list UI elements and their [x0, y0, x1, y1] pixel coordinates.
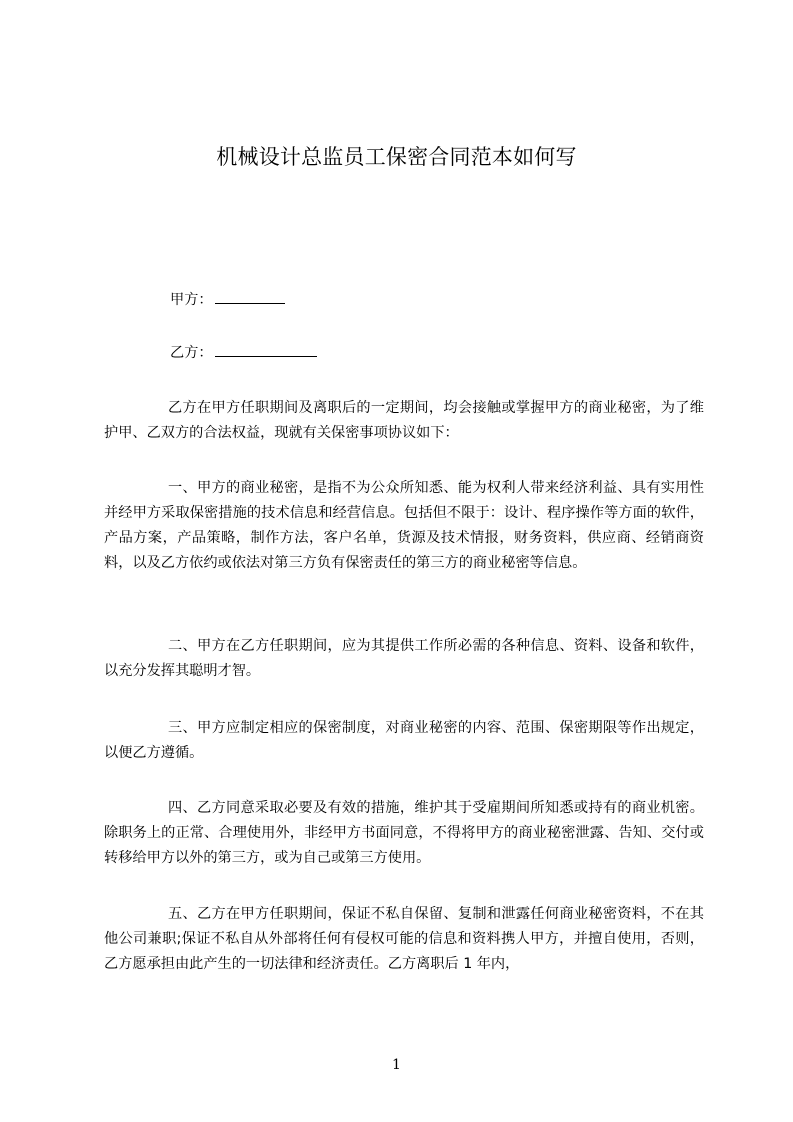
- party-a-field: [170, 289, 285, 311]
- paragraph-intro: 乙方在甲方任职期间及离职后的一定期间，均会接触或掌握甲方的商业秘密，为了维护甲、乙双方的合法权益，现就有关保密事项协议如下：: [104, 400, 704, 441]
- party-a-label: 甲方：: [170, 292, 213, 308]
- party-b-field: [170, 342, 317, 364]
- party-b-label: 乙方：: [170, 345, 213, 361]
- paragraph-clause-3: 三、甲方应制定相应的保密制度，对商业秘密的内容、范围、保密期限等作出规定，以便乙方遵循。: [104, 720, 704, 761]
- paragraph-clause-5: 五、乙方在甲方任职期间，保证不私自保留、复制和泄露任何商业秘密资料，不在其他公司兼职;保证不私自从外部将任何有侵权可能的信息和资料携人甲方，并擅自使用，否则，乙方愿承担由此产生的一切法律和经济责任。乙方离职后 1 年内，: [104, 906, 704, 972]
- paragraph-clause-2: 二、甲方在乙方任职期间，应为其提供工作所必需的各种信息、资料、设备和软件，以充分发挥其聪明才智。: [104, 638, 704, 679]
- paragraph-clause-4: 四、乙方同意采取必要及有效的措施，维护其于受雇期间所知悉或持有的商业机密。除职务上的正常、合理使用外，非经甲方书面同意，不得将甲方的商业秘密泄露、告知、交付或转移给甲方以外的第三方，或为自己或第三方使用。: [104, 800, 704, 866]
- document-title: 机械设计总监员工保密合同范本如何写: [216, 145, 577, 169]
- party-a-blank-line: [215, 289, 285, 304]
- party-b-blank-line: [215, 342, 317, 357]
- page-number: 1: [392, 1057, 401, 1073]
- paragraph-clause-1: 一、甲方的商业秘密，是指不为公众所知悉、能为权利人带来经济利益、具有实用性并经甲方采取保密措施的技术信息和经营信息。包括但不限于：设计、程序操作等方面的软件，产品方案，产品策略，制作方法，客户名单，货源及技术情报，财务资料，供应商、经销商资料，以及乙方依约或依法对第三方负有保密责任的第三方的商业秘密等信息。: [104, 480, 704, 571]
